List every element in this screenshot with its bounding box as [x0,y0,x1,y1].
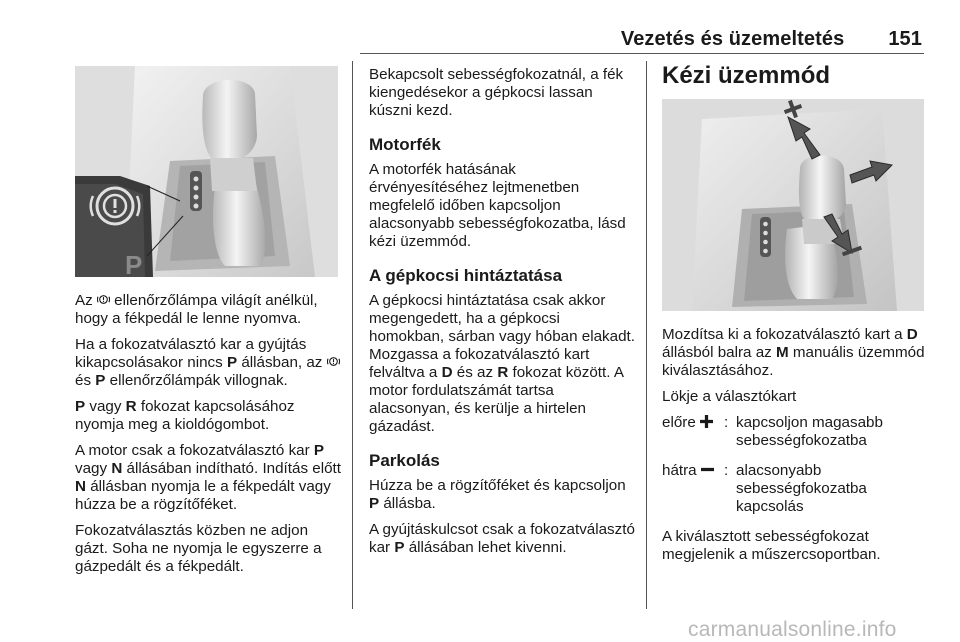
figure-selector-lever [75,66,338,277]
paragraph: Fokozatválasztás közben ne adjon gázt. Soha ne nyomja le egyszerre a gázpedált és a fékpedált. [75,522,322,575]
section-heading: A gépkocsi hintáztatása [369,266,563,285]
column-2 [369,66,637,565]
column-3-text [662,326,928,572]
definition-row: előre : kapcsoljon magasabb sebességfokozatba [662,414,883,449]
definition-list [662,414,928,516]
figure-manual-mode [662,99,924,311]
paragraph: Mozdítsa ki a fokozatválasztó kart a D állásból balra az M manuális üzemmód kiválasztásához. [662,326,925,379]
inset-letter: P [125,250,143,277]
paragraph: A kiválasztott sebességfokozat megjelenik a műszercsoportban. [662,528,881,563]
chapter-title: Vezetés és üzemeltetés [620,28,845,50]
plus-icon [700,415,713,428]
watermark-text[interactable]: carmanualsonline.info [688,618,897,641]
brake-warning-icon [327,355,340,368]
header-rule [360,53,924,54]
paragraph: P vagy R fokozat kapcsolásához nyomja meg a kioldógombot. [75,398,295,433]
section-heading: Motorfék [369,135,441,154]
paragraph: A gépkocsi hintáztatása csak akkor megengedett, ha a gépkocsi homokban, sárban vagy hóban elakadt. Mozgassa a fokozatválasztó kart felváltva a D és az R fokozat között. A motor fordulatszámát tartsa alacsonyan, és kerülje a hirtelen gázadást. [369,292,635,435]
definition-row: hátra : alacsonyabb sebességfokozatba kapcsolás [662,462,867,515]
column-divider-1 [352,61,353,609]
page-header [360,28,922,50]
manual-mode-illustration [662,99,924,311]
page-number: 151 [888,28,922,50]
selector-lever-illustration [75,66,338,277]
paragraph: A motor csak a fokozatválasztó kar P vagy N állásában indítható. Indítás előtt N állásban nyomja le a fékpedált vagy húzza be a rögzítőféket. [75,442,341,513]
paragraph: Bekapcsolt sebességfokozatnál, a fék kiengedésekor a gépkocsi lassan kúszni kezd. [369,66,624,119]
paragraph: A gyújtáskulcsot csak a fokozatválasztó kar P állásában lehet kivenni. [369,521,635,556]
brake-warning-icon [97,293,110,306]
paragraph: Húzza be a rögzítőféket és kapcsoljon P állásba. [369,477,626,512]
section-heading: Parkolás [369,451,440,470]
column-3 [662,62,930,90]
column-1 [75,292,343,584]
paragraph: Lökje a választókart [662,388,797,405]
column-divider-2 [646,61,647,609]
minus-icon [701,463,714,476]
paragraph: Az ellenőrzőlámpa világít anélkül, hogy a fékpedál le lenne nyomva. [75,292,318,327]
paragraph: A motorfék hatásának érvényesítéséhez lejtmenetben megfelelő időben kapcsoljon alacsonyabb sebességfokozatba, lásd kézi üzemmód. [369,161,626,250]
section-title: Kézi üzemmód [662,62,831,89]
paragraph: Ha a fokozatválasztó kar a gyújtás kikapcsolásakor nincs P állásban, az és P ellenőrzőlámpák villognak. [75,336,343,390]
